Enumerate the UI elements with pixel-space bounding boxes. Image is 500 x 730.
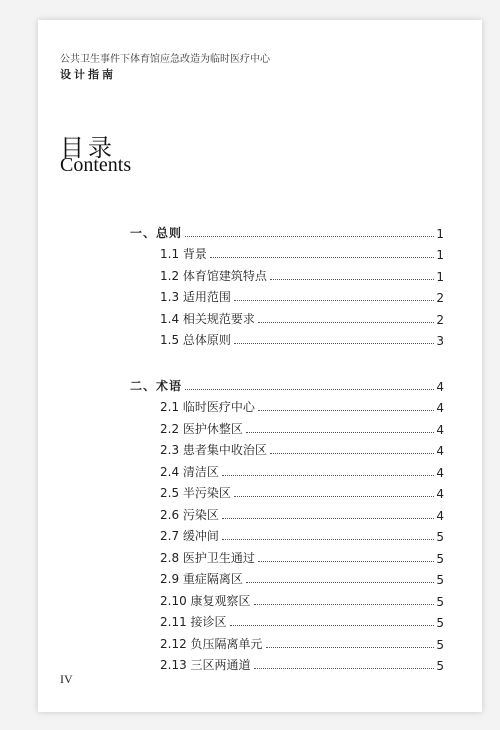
toc-section-entry[interactable] (160, 503, 444, 523)
toc-entry-label: 2.11 接诊区 (160, 615, 227, 629)
toc-entry-label: 2.3 患者集中收治区 (160, 443, 267, 457)
toc-section-entry[interactable] (160, 417, 444, 437)
dot-leader (258, 410, 434, 411)
toc-entry-label: 2.5 半污染区 (160, 486, 231, 500)
toc-entry-page: 1 (436, 270, 444, 284)
toc-entry-page: 4 (436, 380, 444, 394)
dot-leader (185, 389, 434, 390)
page-number: IV (60, 672, 73, 686)
toc-entry-page: 5 (436, 595, 444, 609)
toc-entry-page: 5 (436, 573, 444, 587)
dot-leader (222, 475, 434, 476)
toc-section-entry[interactable] (160, 481, 444, 501)
dot-leader (266, 647, 435, 648)
dot-leader (246, 432, 434, 433)
dot-leader (210, 257, 434, 258)
toc-section-entry[interactable] (160, 589, 444, 609)
toc-entry-label: 一、总则 (130, 226, 183, 240)
toc-entry-page: 5 (436, 616, 444, 630)
toc-entry-label: 2.10 康复观察区 (160, 594, 251, 608)
dot-leader (246, 582, 434, 583)
toc-entry-label: 2.7 缓冲间 (160, 529, 219, 543)
toc-entry-page: 2 (436, 313, 444, 327)
toc-section-entry[interactable] (160, 610, 444, 630)
toc-entry-page: 4 (436, 401, 444, 415)
toc-entry-page: 5 (436, 530, 444, 544)
toc-section-entry[interactable] (160, 632, 444, 652)
dot-leader (254, 604, 435, 605)
toc-entry-page: 3 (436, 334, 444, 348)
toc-section-entry[interactable] (160, 395, 444, 415)
toc-entry-page: 1 (436, 248, 444, 262)
toc-section-entry[interactable] (160, 285, 444, 305)
toc-section-entry[interactable] (160, 438, 444, 458)
toc-entry-page: 5 (436, 552, 444, 566)
dot-leader (185, 236, 434, 237)
toc-section-entry[interactable] (160, 653, 444, 673)
dot-leader (234, 496, 434, 497)
toc-section-entry[interactable] (160, 328, 444, 348)
dot-leader (230, 625, 435, 626)
toc-section-entry[interactable] (160, 524, 444, 544)
toc-entry-label: 2.1 临时医疗中心 (160, 400, 255, 414)
toc-entry-label: 2.9 重症隔离区 (160, 572, 243, 586)
running-header-subtitle: 公共卫生事件下体育馆应急改造为临时医疗中心 (60, 54, 270, 65)
dot-leader (222, 539, 434, 540)
dot-leader (270, 279, 434, 280)
dot-leader (234, 300, 434, 301)
toc-entry-page: 1 (436, 227, 444, 241)
toc-entry-label: 1.1 背景 (160, 247, 207, 261)
toc-chapter-entry[interactable] (130, 374, 444, 394)
toc-entry-page: 2 (436, 291, 444, 305)
toc-entry-label: 2.12 负压隔离单元 (160, 637, 263, 651)
toc-chapter-entry[interactable] (130, 221, 444, 241)
toc-entry-label: 1.3 适用范围 (160, 290, 231, 304)
dot-leader (258, 561, 434, 562)
toc-entry-page: 4 (436, 487, 444, 501)
dot-leader (270, 453, 434, 454)
toc-entry-label: 2.4 清洁区 (160, 465, 219, 479)
toc-section-entry[interactable] (160, 546, 444, 566)
dot-leader (222, 518, 434, 519)
toc-entry-label: 2.2 医护休整区 (160, 422, 243, 436)
toc-subtitle: Contents (60, 154, 132, 176)
toc-title: 目录 (60, 134, 116, 162)
toc-entry-page: 5 (436, 659, 444, 673)
toc-entry-label: 1.5 总体原则 (160, 333, 231, 347)
toc-entry-label: 2.6 污染区 (160, 508, 219, 522)
toc-section-entry[interactable] (160, 242, 444, 262)
toc-entry-label: 二、术语 (130, 379, 183, 393)
toc-entry-label: 2.13 三区两通道 (160, 658, 251, 672)
dot-leader (258, 322, 434, 323)
dot-leader (234, 343, 434, 344)
dot-leader (254, 668, 435, 669)
toc-entry-page: 5 (436, 638, 444, 652)
toc-entry-page: 4 (436, 423, 444, 437)
toc-section-entry[interactable] (160, 460, 444, 480)
toc-entry-page: 4 (436, 444, 444, 458)
toc-entry-label: 1.4 相关规范要求 (160, 312, 255, 326)
toc-entry-page: 4 (436, 509, 444, 523)
toc-entry-page: 4 (436, 466, 444, 480)
document-page (38, 20, 482, 712)
toc-section-entry[interactable] (160, 264, 444, 284)
running-header-title: 设计指南 (60, 68, 116, 81)
toc-entry-label: 1.2 体育馆建筑特点 (160, 269, 267, 283)
toc-entry-label: 2.8 医护卫生通过 (160, 551, 255, 565)
toc-section-entry[interactable] (160, 567, 444, 587)
toc-section-entry[interactable] (160, 307, 444, 327)
